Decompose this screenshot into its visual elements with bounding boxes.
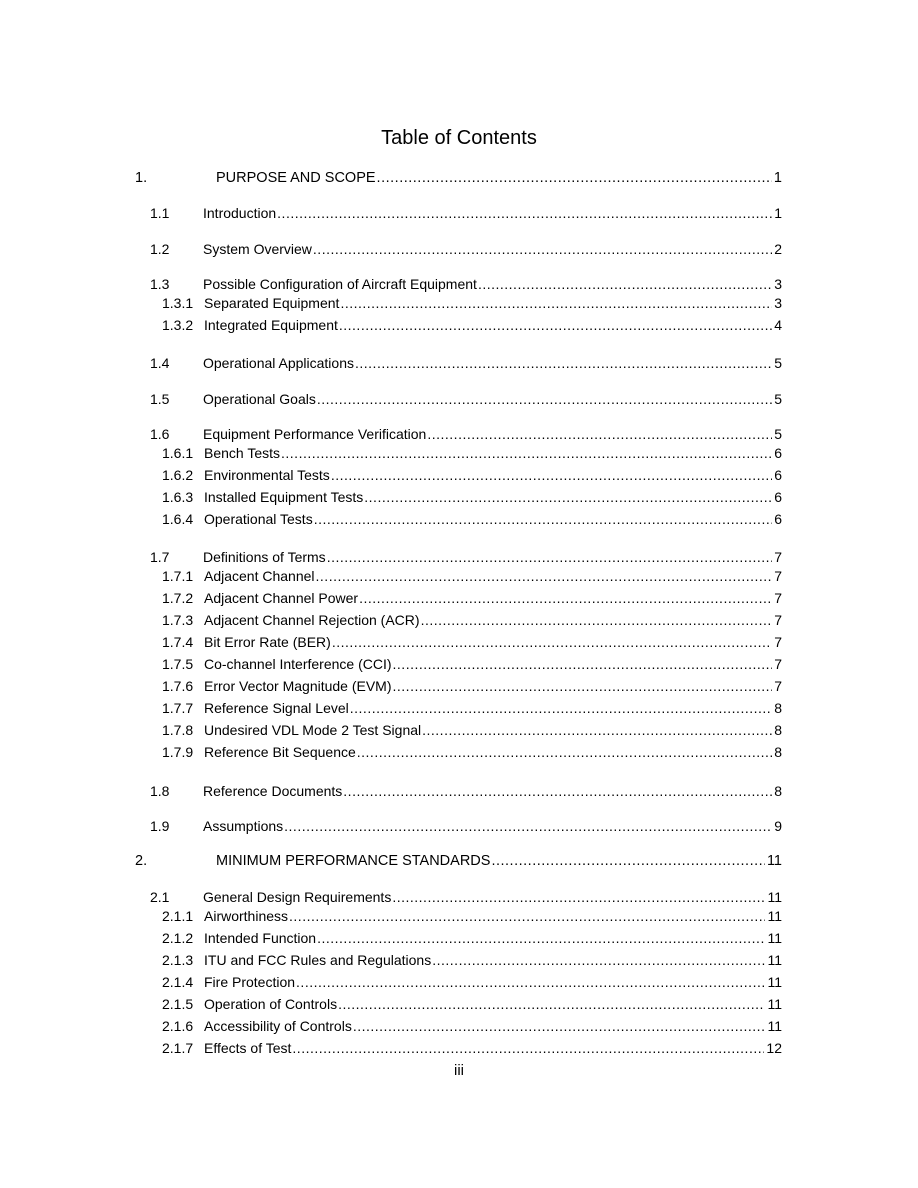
- toc-entry-number: 1.7: [150, 549, 170, 565]
- dot-leader: [338, 996, 765, 1012]
- toc-entry[interactable]: [162, 700, 782, 716]
- toc-entry-title: Definitions of Terms: [203, 549, 326, 565]
- dot-leader: [292, 1040, 764, 1056]
- toc-entry-title: PURPOSE AND SCOPE: [216, 170, 376, 186]
- toc-entry-number: 1.7.8: [162, 722, 194, 738]
- toc-entry[interactable]: [162, 317, 782, 333]
- toc-entry[interactable]: [150, 241, 782, 257]
- toc-entry-number: 2.1: [150, 889, 170, 905]
- toc-entry-title: Reference Bit Sequence: [204, 744, 356, 760]
- toc-entry-page-number: 9: [774, 818, 782, 834]
- toc-entry[interactable]: [162, 489, 782, 505]
- toc-entry-title: MINIMUM PERFORMANCE STANDARDS: [216, 853, 491, 869]
- toc-entry-number: 1.8: [150, 783, 170, 799]
- toc-entry-number: 1.6: [150, 426, 170, 442]
- toc-entry[interactable]: [162, 656, 782, 672]
- toc-entry[interactable]: [150, 818, 782, 834]
- toc-entry-title: Airworthiness: [204, 908, 289, 924]
- dot-leader: [331, 467, 772, 483]
- dot-leader: [377, 170, 772, 186]
- toc-entry-page-number: 5: [774, 391, 782, 407]
- toc-entry-page-number: 7: [774, 634, 782, 650]
- dot-leader: [284, 818, 772, 834]
- dot-leader: [343, 783, 772, 799]
- toc-entry[interactable]: [162, 511, 782, 527]
- toc-entry[interactable]: [150, 391, 782, 407]
- toc-entry-page-number: 6: [774, 467, 782, 483]
- toc-entry-page-number: 8: [774, 722, 782, 738]
- toc-entry-title: Possible Configuration of Aircraft Equipment: [203, 276, 477, 292]
- toc-entry[interactable]: [162, 1040, 782, 1056]
- toc-entry-title: Operational Applications: [203, 355, 354, 371]
- toc-entry-number: 1.7.4: [162, 634, 194, 650]
- toc-entry[interactable]: [162, 974, 782, 990]
- toc-entry-title: Equipment Performance Verification: [203, 426, 427, 442]
- toc-entry-page-number: 6: [774, 511, 782, 527]
- dot-leader: [281, 445, 772, 461]
- toc-entry[interactable]: [162, 612, 782, 628]
- toc-entry-number: 2.1.2: [162, 930, 194, 946]
- toc-entry-number: 1.9: [150, 818, 170, 834]
- toc-entry-page-number: 12: [766, 1040, 782, 1056]
- toc-entry[interactable]: [162, 930, 782, 946]
- toc-entry-number: 1.6.3: [162, 489, 194, 505]
- toc-entry-page-number: 1: [774, 205, 782, 221]
- toc-entry-number: 1.3.1: [162, 295, 194, 311]
- toc-entry-title: Intended Function: [204, 930, 317, 946]
- toc-entry-title: Installed Equipment Tests: [204, 489, 364, 505]
- toc-entry-page-number: 7: [774, 678, 782, 694]
- dot-leader: [422, 722, 772, 738]
- toc-entry-title: Undesired VDL Mode 2 Test Signal: [204, 722, 422, 738]
- dot-leader: [359, 590, 772, 606]
- toc-entry[interactable]: [162, 295, 782, 311]
- toc-entry-number: 1.7.6: [162, 678, 194, 694]
- toc-entry-number: 1.7.5: [162, 656, 194, 672]
- toc-entry-title: Fire Protection: [204, 974, 296, 990]
- toc-entry-page-number: 11: [767, 889, 782, 905]
- toc-entry-page-number: 6: [774, 489, 782, 505]
- toc-entry-page-number: 7: [774, 656, 782, 672]
- toc-entry-number: 1.6.1: [162, 445, 194, 461]
- toc-entry[interactable]: [162, 996, 782, 1012]
- toc-entry-title: Operation of Controls: [204, 996, 338, 1012]
- dot-leader: [421, 612, 773, 628]
- dot-leader: [317, 391, 772, 407]
- toc-entry[interactable]: [162, 634, 782, 650]
- toc-entry-page-number: 6: [774, 445, 782, 461]
- toc-entry-title: Adjacent Channel Power: [204, 590, 359, 606]
- dot-leader: [289, 908, 765, 924]
- toc-entry-number: 2.1.4: [162, 974, 194, 990]
- toc-entry[interactable]: [162, 678, 782, 694]
- dot-leader: [332, 634, 772, 650]
- toc-entry-page-number: 3: [774, 295, 782, 311]
- toc-entry-page-number: 5: [774, 426, 782, 442]
- toc-entry[interactable]: [150, 783, 782, 799]
- toc-entry-number: 1.2: [150, 241, 170, 257]
- dot-leader: [313, 241, 772, 257]
- dot-leader: [355, 355, 772, 371]
- toc-entry-number: 2.1.5: [162, 996, 194, 1012]
- toc-entry[interactable]: [150, 276, 782, 292]
- toc-entry-title: Separated Equipment: [204, 295, 340, 311]
- toc-entry-title: Bench Tests: [204, 445, 281, 461]
- toc-entry-number: 2.1.6: [162, 1018, 194, 1034]
- toc-entry[interactable]: [135, 170, 782, 186]
- toc-entry-number: 1.7.9: [162, 744, 194, 760]
- toc-entry-title: Operational Goals: [203, 391, 316, 407]
- toc-entry-title: Integrated Equipment: [204, 317, 338, 333]
- toc-entry-page-number: 11: [767, 974, 782, 990]
- dot-leader: [393, 656, 773, 672]
- toc-entry-page-number: 5: [774, 355, 782, 371]
- dot-leader: [327, 549, 773, 565]
- toc-entry-number: 1.6.2: [162, 467, 194, 483]
- dot-leader: [357, 744, 772, 760]
- toc-entry-number: 1.5: [150, 391, 170, 407]
- dot-leader: [316, 568, 773, 584]
- dot-leader: [350, 700, 772, 716]
- toc-entry[interactable]: [150, 426, 782, 442]
- dot-leader: [340, 295, 772, 311]
- toc-entry-title: Adjacent Channel Rejection (ACR): [204, 612, 420, 628]
- toc-entry-page-number: 11: [767, 996, 782, 1012]
- toc-entry-title: Adjacent Channel: [204, 568, 315, 584]
- toc-entry-number: 1.7.2: [162, 590, 194, 606]
- dot-leader: [314, 511, 773, 527]
- toc-entry-number: 1.: [135, 170, 148, 186]
- toc-entry-page-number: 7: [774, 590, 782, 606]
- toc-entry[interactable]: [162, 568, 782, 584]
- toc-entry-number: 1.3.2: [162, 317, 194, 333]
- toc-entry-page-number: 7: [774, 568, 782, 584]
- toc-entry-number: 1.7.3: [162, 612, 194, 628]
- toc-entry-page-number: 2: [774, 241, 782, 257]
- toc-entry[interactable]: [162, 445, 782, 461]
- dot-leader: [491, 853, 765, 869]
- toc-entry[interactable]: [150, 205, 782, 221]
- dot-leader: [277, 205, 772, 221]
- toc-entry-page-number: 4: [774, 317, 782, 333]
- toc-entry[interactable]: [150, 549, 782, 565]
- toc-entry-page-number: 8: [774, 700, 782, 716]
- dot-leader: [393, 678, 773, 694]
- dot-leader: [427, 426, 772, 442]
- toc-entry-title: Co-channel Interference (CCI): [204, 656, 392, 672]
- toc-entry-title: Error Vector Magnitude (EVM): [204, 678, 392, 694]
- toc-entry-page-number: 11: [767, 952, 782, 968]
- toc-entry-title: System Overview: [203, 241, 312, 257]
- toc-entry[interactable]: [162, 952, 782, 968]
- toc-entry-number: 2.1.1: [162, 908, 194, 924]
- toc-entry[interactable]: [135, 853, 782, 869]
- toc-entry[interactable]: [162, 722, 782, 738]
- toc-entry-title: Accessibility of Controls: [204, 1018, 352, 1034]
- toc-entry-page-number: 8: [774, 783, 782, 799]
- toc-entry-title: Reference Signal Level: [204, 700, 349, 716]
- toc-entry-number: 2.1.3: [162, 952, 194, 968]
- toc-entry[interactable]: [162, 908, 782, 924]
- toc-entry-number: 1.6.4: [162, 511, 194, 527]
- toc-entry-title: ITU and FCC Rules and Regulations: [204, 952, 432, 968]
- toc-entry-title: Effects of Test: [204, 1040, 292, 1056]
- toc-entry-page-number: 7: [774, 549, 782, 565]
- toc-entry[interactable]: [162, 590, 782, 606]
- toc-entry-title: Assumptions: [203, 818, 284, 834]
- toc-entry-page-number: 11: [767, 930, 782, 946]
- dot-leader: [353, 1018, 766, 1034]
- toc-entry-title: General Design Requirements: [203, 889, 392, 905]
- toc-entry-title: Environmental Tests: [204, 467, 330, 483]
- toc-entry-number: 1.1: [150, 205, 170, 221]
- dot-leader: [317, 930, 765, 946]
- dot-leader: [478, 276, 772, 292]
- page-number-footer: iii: [454, 1062, 464, 1079]
- toc-entry[interactable]: [150, 355, 782, 371]
- toc-entry-page-number: 8: [774, 744, 782, 760]
- toc-entry[interactable]: [162, 744, 782, 760]
- toc-entry-title: Introduction: [203, 205, 277, 221]
- dot-leader: [432, 952, 765, 968]
- toc-entry-page-number: 7: [774, 612, 782, 628]
- toc-entry-number: 1.7.1: [162, 568, 194, 584]
- dot-leader: [392, 889, 765, 905]
- toc-entry-number: 1.4: [150, 355, 170, 371]
- toc-entry-page-number: 11: [766, 853, 782, 869]
- toc-entry-title: Bit Error Rate (BER): [204, 634, 331, 650]
- toc-entry-number: 1.7.7: [162, 700, 194, 716]
- toc-entry-number: 1.3: [150, 276, 170, 292]
- toc-entry-page-number: 11: [767, 1018, 782, 1034]
- page-title: Table of Contents: [381, 127, 537, 149]
- toc-entry-page-number: 1: [773, 170, 782, 186]
- toc-entry[interactable]: [162, 1018, 782, 1034]
- toc-entry-page-number: 11: [767, 908, 782, 924]
- toc-entry[interactable]: [150, 889, 782, 905]
- dot-leader: [296, 974, 765, 990]
- dot-leader: [339, 317, 772, 333]
- toc-entry-number: 2.1.7: [162, 1040, 194, 1056]
- toc-entry-page-number: 3: [774, 276, 782, 292]
- toc-entry[interactable]: [162, 467, 782, 483]
- dot-leader: [364, 489, 772, 505]
- toc-entry-title: Reference Documents: [203, 783, 343, 799]
- toc-entry-title: Operational Tests: [204, 511, 313, 527]
- toc-entry-number: 2.: [135, 853, 148, 869]
